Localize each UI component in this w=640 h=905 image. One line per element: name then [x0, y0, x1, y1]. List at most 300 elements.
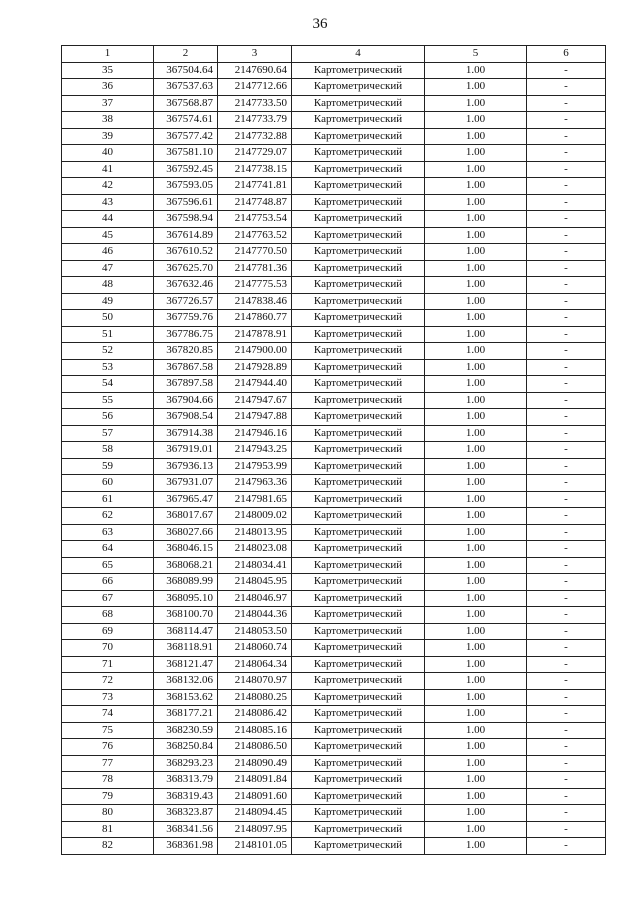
- x-coordinate-cell: 368293.23: [154, 755, 218, 772]
- note-cell: -: [527, 161, 606, 178]
- point-number-cell: 35: [62, 62, 154, 79]
- method-cell: Картометрический: [292, 359, 425, 376]
- y-coordinate-cell: 2148023.08: [218, 541, 292, 558]
- note-cell: -: [527, 574, 606, 591]
- point-number-cell: 74: [62, 706, 154, 723]
- table-row: [62, 524, 606, 541]
- note-cell: -: [527, 722, 606, 739]
- point-number-cell: 81: [62, 821, 154, 838]
- table-row: [62, 343, 606, 360]
- method-cell: Картометрический: [292, 293, 425, 310]
- point-number-cell: 72: [62, 673, 154, 690]
- point-number-cell: 52: [62, 343, 154, 360]
- accuracy-cell: 1.00: [425, 145, 527, 162]
- table-row: [62, 706, 606, 723]
- y-coordinate-cell: 2148009.02: [218, 508, 292, 525]
- y-coordinate-cell: 2147775.53: [218, 277, 292, 294]
- column-header-3: 3: [218, 46, 292, 63]
- accuracy-cell: 1.00: [425, 821, 527, 838]
- y-coordinate-cell: 2148091.84: [218, 772, 292, 789]
- accuracy-cell: 1.00: [425, 326, 527, 343]
- method-cell: Картометрический: [292, 607, 425, 624]
- x-coordinate-cell: 367936.13: [154, 458, 218, 475]
- point-number-cell: 68: [62, 607, 154, 624]
- x-coordinate-cell: 368132.06: [154, 673, 218, 690]
- point-number-cell: 37: [62, 95, 154, 112]
- accuracy-cell: 1.00: [425, 425, 527, 442]
- x-coordinate-cell: 367614.89: [154, 227, 218, 244]
- note-cell: -: [527, 656, 606, 673]
- x-coordinate-cell: 367593.05: [154, 178, 218, 195]
- table-row: [62, 310, 606, 327]
- note-cell: -: [527, 128, 606, 145]
- table-row: [62, 79, 606, 96]
- y-coordinate-cell: 2148045.95: [218, 574, 292, 591]
- note-cell: -: [527, 475, 606, 492]
- column-header-2: 2: [154, 46, 218, 63]
- table-row: [62, 673, 606, 690]
- table-row: [62, 755, 606, 772]
- point-number-cell: 55: [62, 392, 154, 409]
- point-number-cell: 62: [62, 508, 154, 525]
- x-coordinate-cell: 367592.45: [154, 161, 218, 178]
- method-cell: Картометрический: [292, 491, 425, 508]
- x-coordinate-cell: 368017.67: [154, 508, 218, 525]
- method-cell: Картометрический: [292, 557, 425, 574]
- accuracy-cell: 1.00: [425, 508, 527, 525]
- x-coordinate-cell: 367904.66: [154, 392, 218, 409]
- note-cell: -: [527, 277, 606, 294]
- note-cell: -: [527, 244, 606, 261]
- point-number-cell: 73: [62, 689, 154, 706]
- point-number-cell: 43: [62, 194, 154, 211]
- note-cell: -: [527, 821, 606, 838]
- method-cell: Картометрический: [292, 95, 425, 112]
- method-cell: Картометрический: [292, 227, 425, 244]
- note-cell: -: [527, 359, 606, 376]
- point-number-cell: 56: [62, 409, 154, 426]
- table-row: [62, 277, 606, 294]
- point-number-cell: 46: [62, 244, 154, 261]
- accuracy-cell: 1.00: [425, 458, 527, 475]
- accuracy-cell: 1.00: [425, 277, 527, 294]
- x-coordinate-cell: 367965.47: [154, 491, 218, 508]
- point-number-cell: 53: [62, 359, 154, 376]
- y-coordinate-cell: 2147733.79: [218, 112, 292, 129]
- method-cell: Картометрический: [292, 161, 425, 178]
- note-cell: -: [527, 623, 606, 640]
- x-coordinate-cell: 368153.62: [154, 689, 218, 706]
- x-coordinate-cell: 367908.54: [154, 409, 218, 426]
- method-cell: Картометрический: [292, 755, 425, 772]
- table-row: [62, 623, 606, 640]
- y-coordinate-cell: 2147763.52: [218, 227, 292, 244]
- x-coordinate-cell: 368089.99: [154, 574, 218, 591]
- y-coordinate-cell: 2147738.15: [218, 161, 292, 178]
- y-coordinate-cell: 2147963.36: [218, 475, 292, 492]
- x-coordinate-cell: 367574.61: [154, 112, 218, 129]
- x-coordinate-cell: 367786.75: [154, 326, 218, 343]
- point-number-cell: 48: [62, 277, 154, 294]
- point-number-cell: 50: [62, 310, 154, 327]
- accuracy-cell: 1.00: [425, 310, 527, 327]
- accuracy-cell: 1.00: [425, 640, 527, 657]
- point-number-cell: 65: [62, 557, 154, 574]
- y-coordinate-cell: 2148097.95: [218, 821, 292, 838]
- method-cell: Картометрический: [292, 310, 425, 327]
- method-cell: Картометрический: [292, 541, 425, 558]
- accuracy-cell: 1.00: [425, 772, 527, 789]
- method-cell: Картометрический: [292, 722, 425, 739]
- y-coordinate-cell: 2147838.46: [218, 293, 292, 310]
- note-cell: -: [527, 805, 606, 822]
- accuracy-cell: 1.00: [425, 475, 527, 492]
- note-cell: -: [527, 112, 606, 129]
- y-coordinate-cell: 2147981.65: [218, 491, 292, 508]
- method-cell: Картометрический: [292, 62, 425, 79]
- note-cell: -: [527, 145, 606, 162]
- y-coordinate-cell: 2147947.67: [218, 392, 292, 409]
- table-row: [62, 211, 606, 228]
- table-row: [62, 557, 606, 574]
- y-coordinate-cell: 2147781.36: [218, 260, 292, 277]
- x-coordinate-cell: 367820.85: [154, 343, 218, 360]
- accuracy-cell: 1.00: [425, 689, 527, 706]
- y-coordinate-cell: 2148086.50: [218, 739, 292, 756]
- table-row: [62, 178, 606, 195]
- note-cell: -: [527, 458, 606, 475]
- y-coordinate-cell: 2148046.97: [218, 590, 292, 607]
- x-coordinate-cell: 368046.15: [154, 541, 218, 558]
- note-cell: -: [527, 260, 606, 277]
- y-coordinate-cell: 2148070.97: [218, 673, 292, 690]
- point-number-cell: 69: [62, 623, 154, 640]
- accuracy-cell: 1.00: [425, 260, 527, 277]
- accuracy-cell: 1.00: [425, 194, 527, 211]
- point-number-cell: 40: [62, 145, 154, 162]
- method-cell: Картометрический: [292, 689, 425, 706]
- note-cell: -: [527, 524, 606, 541]
- x-coordinate-cell: 368230.59: [154, 722, 218, 739]
- method-cell: Картометрический: [292, 260, 425, 277]
- accuracy-cell: 1.00: [425, 227, 527, 244]
- point-number-cell: 70: [62, 640, 154, 657]
- method-cell: Картометрический: [292, 574, 425, 591]
- y-coordinate-cell: 2148080.25: [218, 689, 292, 706]
- method-cell: Картометрический: [292, 821, 425, 838]
- point-number-cell: 63: [62, 524, 154, 541]
- method-cell: Картометрический: [292, 326, 425, 343]
- y-coordinate-cell: 2147753.54: [218, 211, 292, 228]
- x-coordinate-cell: 368121.47: [154, 656, 218, 673]
- x-coordinate-cell: 368095.10: [154, 590, 218, 607]
- y-coordinate-cell: 2147900.00: [218, 343, 292, 360]
- accuracy-cell: 1.00: [425, 442, 527, 459]
- method-cell: Картометрический: [292, 838, 425, 855]
- method-cell: Картометрический: [292, 623, 425, 640]
- accuracy-cell: 1.00: [425, 673, 527, 690]
- x-coordinate-cell: 367568.87: [154, 95, 218, 112]
- method-cell: Картометрический: [292, 194, 425, 211]
- note-cell: -: [527, 194, 606, 211]
- point-number-cell: 42: [62, 178, 154, 195]
- point-number-cell: 71: [62, 656, 154, 673]
- accuracy-cell: 1.00: [425, 491, 527, 508]
- accuracy-cell: 1.00: [425, 409, 527, 426]
- y-coordinate-cell: 2147690.64: [218, 62, 292, 79]
- table-row: [62, 458, 606, 475]
- accuracy-cell: 1.00: [425, 79, 527, 96]
- column-header-5: 5: [425, 46, 527, 63]
- note-cell: -: [527, 95, 606, 112]
- accuracy-cell: 1.00: [425, 112, 527, 129]
- table-row: [62, 244, 606, 261]
- x-coordinate-cell: 368177.21: [154, 706, 218, 723]
- table-row: [62, 640, 606, 657]
- point-number-cell: 76: [62, 739, 154, 756]
- note-cell: -: [527, 689, 606, 706]
- note-cell: -: [527, 838, 606, 855]
- method-cell: Картометрический: [292, 244, 425, 261]
- x-coordinate-cell: 367581.10: [154, 145, 218, 162]
- table-row: [62, 508, 606, 525]
- y-coordinate-cell: 2148094.45: [218, 805, 292, 822]
- y-coordinate-cell: 2148090.49: [218, 755, 292, 772]
- note-cell: -: [527, 425, 606, 442]
- method-cell: Картометрический: [292, 277, 425, 294]
- x-coordinate-cell: 367759.76: [154, 310, 218, 327]
- y-coordinate-cell: 2147770.50: [218, 244, 292, 261]
- method-cell: Картометрический: [292, 128, 425, 145]
- method-cell: Картометрический: [292, 706, 425, 723]
- note-cell: -: [527, 607, 606, 624]
- point-number-cell: 54: [62, 376, 154, 393]
- table-row: [62, 227, 606, 244]
- method-cell: Картометрический: [292, 524, 425, 541]
- accuracy-cell: 1.00: [425, 590, 527, 607]
- method-cell: Картометрический: [292, 673, 425, 690]
- note-cell: -: [527, 79, 606, 96]
- note-cell: -: [527, 178, 606, 195]
- method-cell: Картометрический: [292, 656, 425, 673]
- table-row: [62, 293, 606, 310]
- x-coordinate-cell: 367632.46: [154, 277, 218, 294]
- method-cell: Картометрический: [292, 392, 425, 409]
- table-row: [62, 805, 606, 822]
- note-cell: -: [527, 310, 606, 327]
- y-coordinate-cell: 2147732.88: [218, 128, 292, 145]
- y-coordinate-cell: 2148044.36: [218, 607, 292, 624]
- method-cell: Картометрический: [292, 409, 425, 426]
- table-row: [62, 425, 606, 442]
- accuracy-cell: 1.00: [425, 343, 527, 360]
- table-header-row: [62, 46, 606, 63]
- accuracy-cell: 1.00: [425, 178, 527, 195]
- point-number-cell: 80: [62, 805, 154, 822]
- point-number-cell: 58: [62, 442, 154, 459]
- point-number-cell: 61: [62, 491, 154, 508]
- y-coordinate-cell: 2147947.88: [218, 409, 292, 426]
- accuracy-cell: 1.00: [425, 706, 527, 723]
- point-number-cell: 51: [62, 326, 154, 343]
- point-number-cell: 75: [62, 722, 154, 739]
- accuracy-cell: 1.00: [425, 95, 527, 112]
- accuracy-cell: 1.00: [425, 244, 527, 261]
- accuracy-cell: 1.00: [425, 607, 527, 624]
- point-number-cell: 57: [62, 425, 154, 442]
- point-number-cell: 44: [62, 211, 154, 228]
- x-coordinate-cell: 367867.58: [154, 359, 218, 376]
- note-cell: -: [527, 376, 606, 393]
- note-cell: -: [527, 739, 606, 756]
- method-cell: Картометрический: [292, 590, 425, 607]
- x-coordinate-cell: 367598.94: [154, 211, 218, 228]
- table-row: [62, 838, 606, 855]
- x-coordinate-cell: 367897.58: [154, 376, 218, 393]
- accuracy-cell: 1.00: [425, 161, 527, 178]
- table-row: [62, 194, 606, 211]
- note-cell: -: [527, 706, 606, 723]
- x-coordinate-cell: 367931.07: [154, 475, 218, 492]
- y-coordinate-cell: 2148086.42: [218, 706, 292, 723]
- point-number-cell: 79: [62, 788, 154, 805]
- table-row: [62, 788, 606, 805]
- x-coordinate-cell: 368250.84: [154, 739, 218, 756]
- method-cell: Картометрический: [292, 425, 425, 442]
- y-coordinate-cell: 2147953.99: [218, 458, 292, 475]
- accuracy-cell: 1.00: [425, 392, 527, 409]
- method-cell: Картометрический: [292, 112, 425, 129]
- point-number-cell: 49: [62, 293, 154, 310]
- method-cell: Картометрический: [292, 376, 425, 393]
- note-cell: -: [527, 442, 606, 459]
- accuracy-cell: 1.00: [425, 524, 527, 541]
- table-row: [62, 491, 606, 508]
- note-cell: -: [527, 211, 606, 228]
- x-coordinate-cell: 367504.64: [154, 62, 218, 79]
- note-cell: -: [527, 409, 606, 426]
- accuracy-cell: 1.00: [425, 755, 527, 772]
- point-number-cell: 45: [62, 227, 154, 244]
- table-row: [62, 161, 606, 178]
- point-number-cell: 67: [62, 590, 154, 607]
- accuracy-cell: 1.00: [425, 656, 527, 673]
- accuracy-cell: 1.00: [425, 722, 527, 739]
- table-row: [62, 739, 606, 756]
- point-number-cell: 36: [62, 79, 154, 96]
- table-row: [62, 442, 606, 459]
- point-number-cell: 47: [62, 260, 154, 277]
- y-coordinate-cell: 2147741.81: [218, 178, 292, 195]
- table-row: [62, 392, 606, 409]
- note-cell: -: [527, 640, 606, 657]
- point-number-cell: 82: [62, 838, 154, 855]
- accuracy-cell: 1.00: [425, 557, 527, 574]
- method-cell: Картометрический: [292, 772, 425, 789]
- method-cell: Картометрический: [292, 805, 425, 822]
- table-row: [62, 689, 606, 706]
- x-coordinate-cell: 368114.47: [154, 623, 218, 640]
- accuracy-cell: 1.00: [425, 838, 527, 855]
- note-cell: -: [527, 293, 606, 310]
- accuracy-cell: 1.00: [425, 739, 527, 756]
- x-coordinate-cell: 367537.63: [154, 79, 218, 96]
- table-row: [62, 62, 606, 79]
- table-row: [62, 821, 606, 838]
- note-cell: -: [527, 508, 606, 525]
- accuracy-cell: 1.00: [425, 128, 527, 145]
- method-cell: Картометрический: [292, 475, 425, 492]
- x-coordinate-cell: 368341.56: [154, 821, 218, 838]
- method-cell: Картометрический: [292, 739, 425, 756]
- y-coordinate-cell: 2148091.60: [218, 788, 292, 805]
- point-number-cell: 78: [62, 772, 154, 789]
- x-coordinate-cell: 367625.70: [154, 260, 218, 277]
- table-body: [62, 62, 606, 854]
- x-coordinate-cell: 368068.21: [154, 557, 218, 574]
- table-row: [62, 772, 606, 789]
- y-coordinate-cell: 2148034.41: [218, 557, 292, 574]
- y-coordinate-cell: 2147733.50: [218, 95, 292, 112]
- point-number-cell: 38: [62, 112, 154, 129]
- table-row: [62, 656, 606, 673]
- accuracy-cell: 1.00: [425, 293, 527, 310]
- y-coordinate-cell: 2147943.25: [218, 442, 292, 459]
- note-cell: -: [527, 590, 606, 607]
- table-row: [62, 145, 606, 162]
- x-coordinate-cell: 368027.66: [154, 524, 218, 541]
- method-cell: Картометрический: [292, 640, 425, 657]
- note-cell: -: [527, 491, 606, 508]
- table-row: [62, 574, 606, 591]
- x-coordinate-cell: 367726.57: [154, 293, 218, 310]
- point-number-cell: 64: [62, 541, 154, 558]
- table-row: [62, 475, 606, 492]
- accuracy-cell: 1.00: [425, 62, 527, 79]
- note-cell: -: [527, 62, 606, 79]
- y-coordinate-cell: 2147946.16: [218, 425, 292, 442]
- x-coordinate-cell: 367914.38: [154, 425, 218, 442]
- y-coordinate-cell: 2147878.91: [218, 326, 292, 343]
- x-coordinate-cell: 367577.42: [154, 128, 218, 145]
- note-cell: -: [527, 755, 606, 772]
- table-row: [62, 541, 606, 558]
- table-row: [62, 359, 606, 376]
- point-number-cell: 66: [62, 574, 154, 591]
- y-coordinate-cell: 2148013.95: [218, 524, 292, 541]
- column-header-4: 4: [292, 46, 425, 63]
- point-number-cell: 41: [62, 161, 154, 178]
- table-row: [62, 590, 606, 607]
- y-coordinate-cell: 2148101.05: [218, 838, 292, 855]
- table-row: [62, 260, 606, 277]
- table-row: [62, 722, 606, 739]
- note-cell: -: [527, 673, 606, 690]
- accuracy-cell: 1.00: [425, 359, 527, 376]
- method-cell: Картометрический: [292, 79, 425, 96]
- x-coordinate-cell: 368100.70: [154, 607, 218, 624]
- x-coordinate-cell: 368118.91: [154, 640, 218, 657]
- method-cell: Картометрический: [292, 442, 425, 459]
- note-cell: -: [527, 557, 606, 574]
- x-coordinate-cell: 367610.52: [154, 244, 218, 261]
- y-coordinate-cell: 2148053.50: [218, 623, 292, 640]
- point-number-cell: 39: [62, 128, 154, 145]
- note-cell: -: [527, 772, 606, 789]
- page-number: 36: [312, 16, 328, 32]
- note-cell: -: [527, 326, 606, 343]
- accuracy-cell: 1.00: [425, 541, 527, 558]
